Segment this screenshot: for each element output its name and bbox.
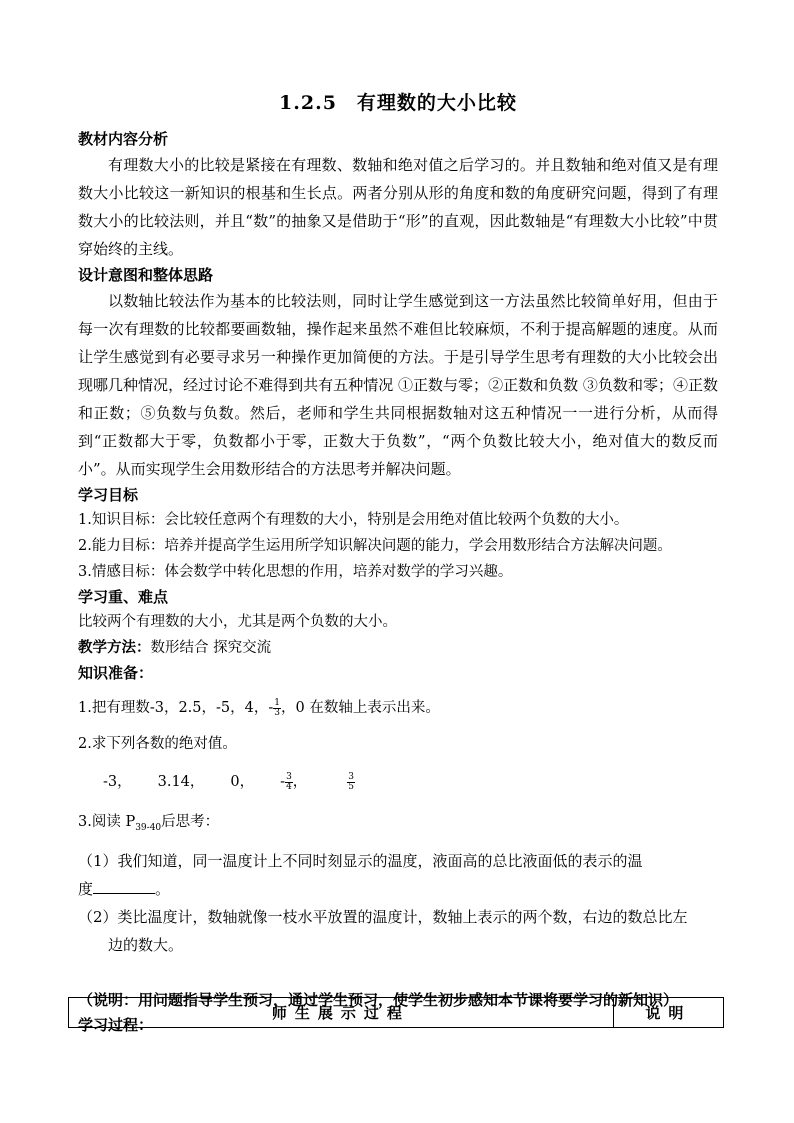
abs-value-item: 0，: [230, 774, 255, 790]
table-header-process: 师生展示过程: [69, 998, 614, 1028]
comma: ，: [292, 774, 308, 790]
page-title: 1.2.5 有理数的大小比较: [279, 92, 517, 114]
table-header-row: [69, 998, 724, 1028]
prep-question-1: [78, 695, 718, 721]
fraction-denominator: 4: [286, 781, 292, 792]
abs-value-item: 3.14，: [157, 774, 205, 790]
q3-sub-question-1: [78, 847, 718, 903]
note-text: （说明：用问题指导学生预习，通过学生预习，使学生初步感知本节课将要学习的新知识）: [78, 990, 679, 1009]
minus-sign: -: [280, 774, 286, 790]
goal-item: 1.知识目标：会比较任意两个有理数的大小，特别是会用绝对值比较两个负数的大小。: [78, 512, 629, 528]
fraction-three-fifths: [347, 773, 355, 792]
fraction-denominator: 3: [274, 707, 281, 718]
q3-1-end: 。: [155, 879, 171, 898]
q1-prefix: 1.把有理数-3，2.5，-5，4，-: [78, 700, 274, 716]
fraction-one-third: [273, 699, 281, 718]
goal-item: 3.情感目标：体会数学中转化思想的作用，培养对数学的学习兴趣。: [78, 564, 513, 580]
key-points-heading: 学习重、难点: [78, 588, 169, 606]
prep-heading: 知识准备：: [78, 664, 154, 682]
q3-2-text-cont: 边的数大。: [108, 935, 184, 954]
design-paragraph: 以数轴比较法作为基本的比较法则，同时让学生感觉到这一方法虽然比较简单好用，但由于每一次有理数的比较都要画数轴，操作起来虽然不难但比较麻烦，不利于提高解题的速度。从而让学生感觉到有必要寻求另一种操作更加简便的方法。于是引导学生思考有理数的大小比较会出现哪几种情况，经过讨论不难得到共有五种情况 ①正数与零；②正数和负数 ③负数和零；④正数和正数；⑤负数与负数。然后，老师和学生共同根据数轴对这五种情况一一进行分析，从而得到“正数都大于零，负数都小于零，正数大于负数”，“两个负数比较大小，绝对值大的数反而小”。从而实现学生会用数形结合的方法思考并解决问题。: [78, 292, 718, 478]
process-heading: 学习过程：: [78, 1015, 154, 1034]
teaching-method: [78, 635, 718, 661]
abs-value-item: [347, 773, 355, 792]
key-points-text: 比较两个有理数的大小，尤其是两个负数的大小。: [78, 614, 397, 630]
analysis-paragraph: 有理数大小的比较是紧接在有理数、数轴和绝对值之后学习的。并且数轴和绝对值又是有理数大小比较这一新知识的根基和生长点。两者分别从形的角度和数的角度研究问题，得到了有理数大小的比较法则，并且“数”的抽象又是借助于“形”的直观，因此数轴是“有理数大小比较”中贯穿始终的主线。: [78, 156, 718, 258]
prep-question-3: [78, 809, 718, 841]
q1-suffix: ，0 在数轴上表示出来。: [281, 700, 440, 716]
analysis-heading: 教材内容分析: [78, 130, 169, 148]
abs-value-list: [78, 769, 718, 795]
fraction-denominator: 5: [348, 781, 355, 792]
q3-1-text: （1）我们知道，同一温度计上不同时刻显示的温度，液面高的总比液面低的表示的温: [78, 851, 643, 870]
method-text: 数形结合 探究交流: [150, 640, 272, 656]
fraction-numerator: 3: [348, 771, 355, 782]
prep-question-2: 2.求下列各数的绝对值。: [78, 736, 237, 752]
fraction-three-quarters: [285, 773, 293, 792]
goal-item: 2.能力目标：培养并提高学生运用所学知识解决问题的能力，学会用数形结合方法解决问题。: [78, 538, 672, 554]
abs-value-item: -3，: [103, 774, 132, 790]
abs-value-item: [280, 769, 307, 795]
q3-1-text-cont: 度: [78, 879, 94, 898]
document-page: [78, 88, 718, 1037]
fraction-numerator: 1: [274, 697, 281, 708]
page-range-subscript: 39-40: [135, 822, 162, 833]
fill-in-blank[interactable]: [93, 879, 155, 894]
fraction-numerator: 3: [286, 771, 292, 782]
q3-sub-question-2: [78, 903, 718, 959]
design-heading: 设计意图和整体思路: [78, 266, 214, 284]
method-heading: 教学方法：: [78, 639, 151, 656]
q3-prefix: 3.阅读 P: [78, 814, 136, 830]
q3-2-text: （2）类比温度计，数轴就像一枝水平放置的温度计，数轴上表示的两个数，右边的数总比左: [78, 907, 688, 926]
table-header-notes: 说明: [613, 998, 723, 1028]
process-table: [68, 997, 724, 1028]
q3-suffix: 后思考：: [161, 814, 220, 830]
goals-heading: 学习目标: [78, 486, 139, 504]
